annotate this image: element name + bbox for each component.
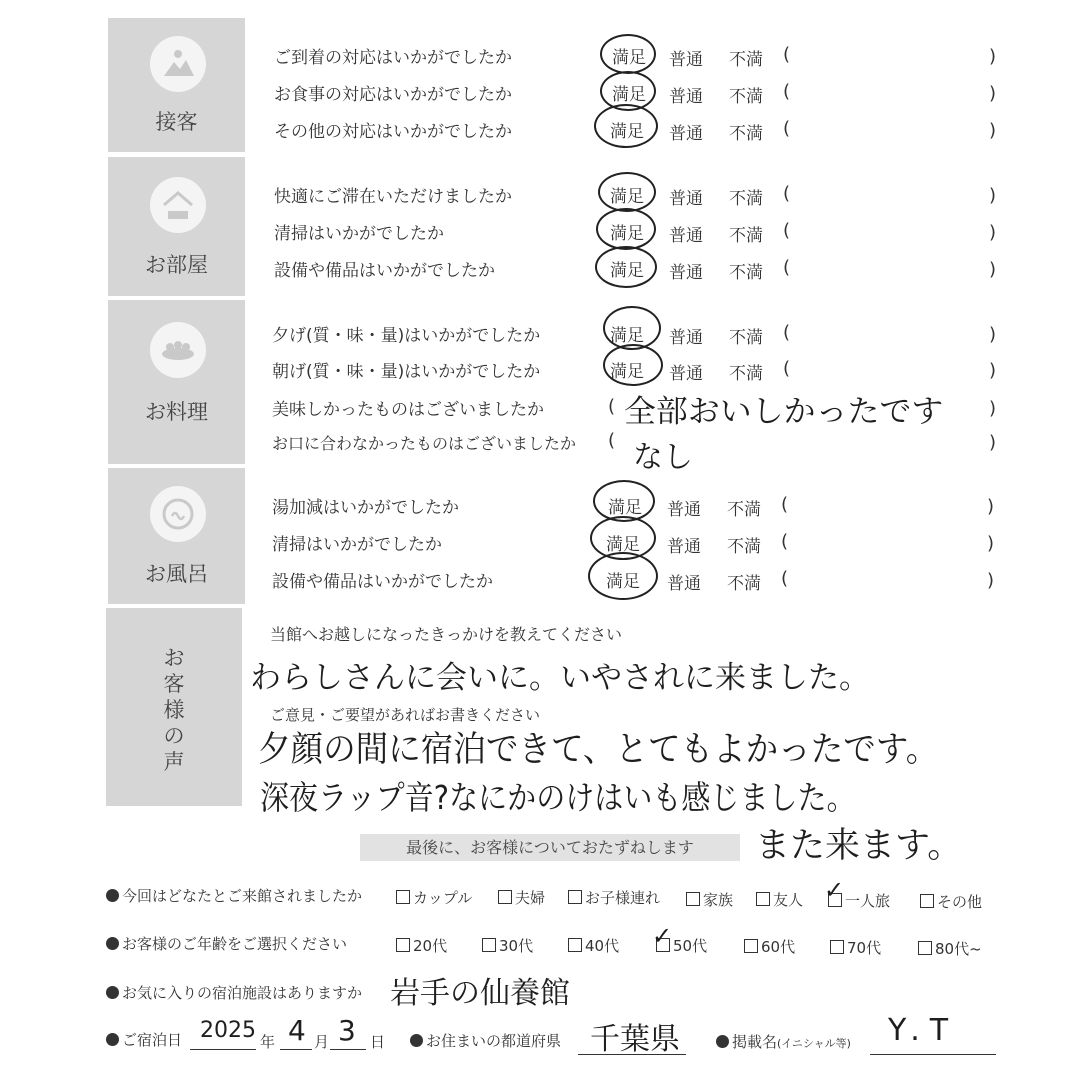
- paren-open: (: [783, 257, 791, 278]
- option-normal[interactable]: 普通: [669, 364, 703, 384]
- section-food-band: [108, 300, 245, 464]
- paren-close: ): [989, 46, 997, 67]
- paren-close: ): [987, 496, 995, 517]
- voice-prompt: ご意見・ご要望があればお書きください: [270, 706, 541, 724]
- final-section-header: 最後に、お客様についておたずねします: [360, 834, 740, 861]
- bullet-icon: [410, 1034, 423, 1047]
- paren-open: (: [783, 118, 791, 139]
- checkbox-icon[interactable]: [482, 938, 496, 952]
- day-unit: 日: [370, 1033, 386, 1051]
- voice-label-char: の: [163, 724, 185, 748]
- option-dissatisfied[interactable]: 不満: [729, 50, 763, 70]
- option-dissatisfied[interactable]: 不満: [729, 328, 763, 348]
- section-label: お部屋: [145, 253, 208, 277]
- option-normal[interactable]: 普通: [669, 328, 703, 348]
- checkbox-icon[interactable]: [498, 890, 512, 904]
- paren-open: (: [781, 531, 789, 552]
- selection-circle: [596, 208, 656, 250]
- checkbox-icon[interactable]: [918, 941, 932, 955]
- option-satisfied[interactable]: 満足: [610, 224, 644, 244]
- question: ご到着の対応はいかがでしたか: [274, 48, 512, 68]
- checkbox-label: 50代: [673, 937, 708, 955]
- checkbox-option[interactable]: [918, 938, 982, 959]
- checkbox-label: 70代: [847, 939, 882, 957]
- initials-note: (イニシャル等): [777, 1037, 851, 1050]
- checkbox-icon[interactable]: [686, 892, 700, 906]
- year-unit: 年: [260, 1033, 276, 1051]
- section-label: 接客: [155, 110, 198, 134]
- initials-underline: [870, 1054, 996, 1055]
- selection-circle: [594, 104, 658, 148]
- option-dissatisfied[interactable]: 不満: [729, 364, 763, 384]
- option-dissatisfied[interactable]: 不満: [727, 537, 761, 557]
- section-bath-band: [108, 468, 245, 604]
- question: その他の対応はいかがでしたか: [274, 122, 512, 142]
- section-label: お風呂: [145, 562, 208, 586]
- option-satisfied[interactable]: 満足: [612, 85, 646, 105]
- age-question: [106, 933, 347, 954]
- question: 設備や備品はいかがでしたか: [274, 261, 495, 281]
- paren-close: ): [989, 222, 997, 243]
- paren-close: ): [987, 533, 995, 554]
- checkbox-option[interactable]: [568, 935, 619, 956]
- option-normal[interactable]: 普通: [667, 574, 701, 594]
- checkbox-icon[interactable]: [744, 939, 758, 953]
- checkbox-option[interactable]: [396, 887, 472, 908]
- selection-circle: [588, 552, 658, 600]
- handwritten-answer: なし: [633, 440, 693, 475]
- checkmark-icon: ✓: [652, 922, 673, 950]
- checkbox-option[interactable]: [568, 887, 660, 908]
- section-service-band: [108, 18, 245, 152]
- paren-open: (: [783, 220, 791, 241]
- companion-question: [106, 885, 362, 906]
- hot-spring-icon: [150, 486, 206, 542]
- checkbox-label: 一人旅: [845, 892, 891, 910]
- checkbox-option[interactable]: [920, 891, 982, 912]
- question: お口に合わなかったものはございましたか: [272, 434, 577, 453]
- house-icon: [150, 177, 206, 233]
- checkbox-label: カップル: [413, 889, 473, 907]
- option-dissatisfied[interactable]: 不満: [729, 87, 763, 107]
- stay-day-value: 3: [338, 1014, 356, 1047]
- option-dissatisfied[interactable]: 不満: [729, 124, 763, 144]
- checkbox-label: 20代: [413, 937, 448, 955]
- stay-date-label-text: ご宿泊日: [122, 1031, 183, 1049]
- question: 設備や備品はいかがでしたか: [272, 572, 493, 592]
- paren-close: ): [989, 360, 997, 381]
- paren-close: ): [989, 259, 997, 280]
- selection-circle: [600, 34, 656, 74]
- selection-circle: [603, 344, 663, 386]
- handwritten-answer: Y.T: [888, 1013, 959, 1048]
- paren-close: ): [989, 324, 997, 345]
- checkbox-label: 40代: [585, 937, 620, 955]
- month-unit: 月: [314, 1033, 330, 1051]
- paren-open: (: [783, 183, 791, 204]
- selection-circle: [595, 246, 657, 288]
- option-satisfied[interactable]: 満足: [606, 572, 640, 592]
- handwritten-answer: 深夜ラップ音?なにかのけはいも感じました。: [260, 778, 856, 817]
- option-dissatisfied[interactable]: 不満: [729, 263, 763, 283]
- checkbox-icon[interactable]: [568, 890, 582, 904]
- option-satisfied[interactable]: 満足: [612, 48, 646, 68]
- prefecture-label: [410, 1030, 561, 1051]
- handwritten-answer: わらしさんに会いに。いやされに来ました。: [250, 660, 870, 696]
- option-dissatisfied[interactable]: 不満: [729, 226, 763, 246]
- checkbox-icon[interactable]: [756, 892, 770, 906]
- section-label: お料理: [145, 400, 208, 424]
- option-normal[interactable]: 普通: [669, 189, 703, 209]
- checkbox-option[interactable]: [744, 936, 795, 957]
- paren-open: (: [783, 358, 791, 379]
- voice-label-char: 様: [163, 698, 185, 722]
- favorite-question: [106, 982, 362, 1003]
- paren-close: ): [989, 398, 997, 419]
- voice-label-char: 客: [163, 672, 185, 696]
- paren-open: (: [608, 430, 616, 451]
- handwritten-answer: また来ます。: [755, 826, 963, 866]
- voice-prompt: 当館へお越しになったきっかけを教えてください: [270, 625, 623, 644]
- voice-label-char: 声: [163, 750, 185, 774]
- bullet-icon: [106, 1033, 119, 1046]
- paren-open: (: [783, 44, 791, 65]
- checkbox-option[interactable]: [830, 937, 881, 958]
- checkbox-label: 30代: [499, 937, 534, 955]
- paren-open: (: [783, 81, 791, 102]
- checkbox-label: 80代~: [935, 940, 982, 958]
- option-satisfied[interactable]: 満足: [610, 187, 644, 207]
- voice-label-char: お: [163, 646, 185, 670]
- question: 美味しかったものはございましたか: [272, 400, 544, 420]
- bullet-icon: [106, 986, 119, 999]
- paren-open: (: [783, 322, 791, 343]
- option-satisfied[interactable]: 満足: [610, 261, 644, 281]
- option-dissatisfied[interactable]: 不満: [729, 189, 763, 209]
- checkbox-label: 友人: [773, 891, 804, 909]
- option-satisfied[interactable]: 満足: [608, 498, 642, 518]
- bullet-icon: [106, 937, 119, 950]
- paren-close: ): [989, 83, 997, 104]
- checkbox-icon[interactable]: [396, 938, 410, 952]
- question: 湯加減はいかがでしたか: [272, 498, 459, 518]
- checkbox-label: その他: [937, 893, 983, 911]
- option-normal[interactable]: 普通: [669, 226, 703, 246]
- checkbox-label: 夫婦: [515, 889, 546, 907]
- mountain-icon: [150, 36, 206, 92]
- checkbox-option[interactable]: [482, 935, 533, 956]
- initials-label: [716, 1031, 851, 1052]
- selection-circle: [598, 172, 656, 212]
- stay-year-value: 2025: [200, 1018, 256, 1043]
- handwritten-answer: 夕顔の間に宿泊できて、とてもよかったです。: [258, 730, 939, 770]
- stay-date-label: [106, 1029, 182, 1050]
- prefecture-underline: [578, 1054, 686, 1055]
- option-normal[interactable]: 普通: [669, 263, 703, 283]
- day-underline: [330, 1049, 366, 1050]
- paren-close: ): [987, 570, 995, 591]
- checkbox-icon[interactable]: [920, 894, 934, 908]
- option-normal[interactable]: 普通: [669, 50, 703, 70]
- option-dissatisfied[interactable]: 不満: [727, 500, 761, 520]
- handwritten-answer: 岩手の仙養館: [390, 976, 570, 1011]
- stay-month-value: 4: [288, 1014, 306, 1047]
- section-room-band: [108, 157, 245, 296]
- year-underline: [190, 1049, 256, 1050]
- paren-open: (: [608, 396, 616, 417]
- option-normal[interactable]: 普通: [669, 87, 703, 107]
- paren-close: ): [989, 432, 997, 453]
- paren-open: (: [781, 568, 789, 589]
- favorite-question-text: お気に入りの宿泊施設はありますか: [122, 984, 363, 1002]
- handwritten-answer: 全部おいしかったです: [624, 394, 944, 430]
- checkbox-icon[interactable]: [568, 938, 582, 952]
- bullet-icon: [716, 1035, 729, 1048]
- question: お食事の対応はいかがでしたか: [274, 85, 512, 105]
- checkbox-icon[interactable]: [396, 890, 410, 904]
- age-question-text: お客様のご年齢をご選択ください: [122, 935, 348, 953]
- checkmark-icon: ✓: [824, 876, 845, 904]
- question: 清掃はいかがでしたか: [274, 224, 444, 244]
- option-satisfied[interactable]: 満足: [606, 535, 640, 555]
- checkbox-option[interactable]: [686, 889, 733, 910]
- option-normal[interactable]: 普通: [669, 124, 703, 144]
- paren-close: ): [989, 120, 997, 141]
- option-dissatisfied[interactable]: 不満: [727, 574, 761, 594]
- handwritten-answer: 千葉県: [590, 1022, 680, 1057]
- checkbox-option[interactable]: [756, 889, 803, 910]
- option-satisfied[interactable]: 満足: [610, 326, 644, 346]
- paren-open: (: [781, 494, 789, 515]
- question: 朝げ(質・味・量)はいかがでしたか: [272, 362, 541, 382]
- dishes-icon: [150, 322, 206, 378]
- month-underline: [280, 1049, 312, 1050]
- option-normal[interactable]: 普通: [667, 537, 701, 557]
- prefecture-label-text: お住まいの都道府県: [426, 1032, 562, 1050]
- option-satisfied[interactable]: 満足: [610, 122, 644, 142]
- section-voice-band: [106, 608, 242, 806]
- question: 快適にご滞在いただけましたか: [274, 187, 512, 207]
- option-satisfied[interactable]: 満足: [610, 362, 644, 382]
- checkbox-label: 家族: [703, 891, 734, 909]
- question: 清掃はいかがでしたか: [272, 535, 442, 555]
- option-normal[interactable]: 普通: [667, 500, 701, 520]
- companion-question-text: 今回はどなたとご来館されましたか: [122, 887, 363, 905]
- checkbox-option[interactable]: [498, 887, 545, 908]
- checkbox-label: 60代: [761, 938, 796, 956]
- checkbox-icon[interactable]: [830, 940, 844, 954]
- question: 夕げ(質・味・量)はいかがでしたか: [272, 326, 541, 346]
- initials-label-text: 掲載名: [732, 1033, 778, 1051]
- checkbox-option[interactable]: [396, 935, 447, 956]
- checkbox-label: お子様連れ: [585, 889, 661, 907]
- paren-close: ): [989, 185, 997, 206]
- bullet-icon: [106, 889, 119, 902]
